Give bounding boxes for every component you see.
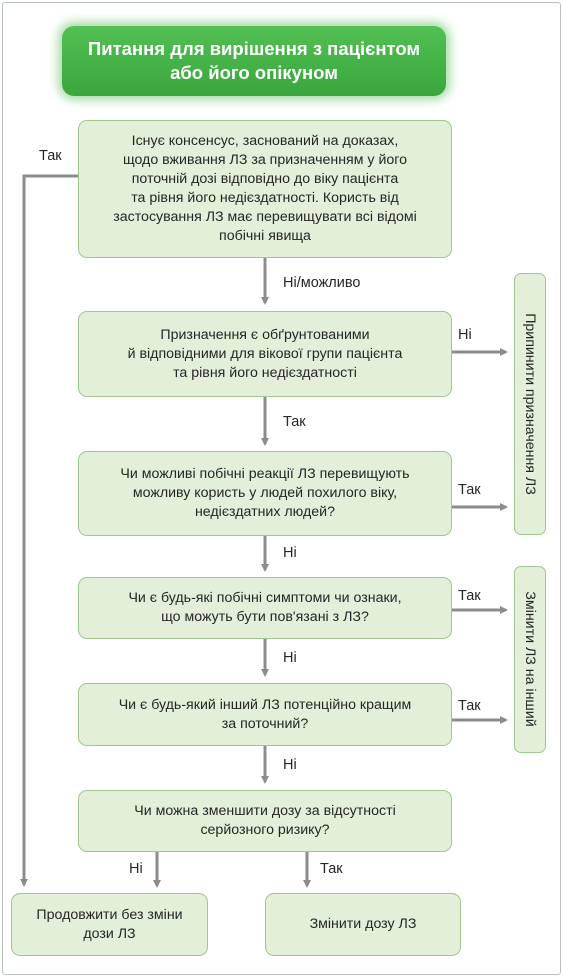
diagram-title [62, 26, 446, 96]
box-better-drug-text: Чи є будь-який інший ЛЗ потенційно кращим за поточний? [118, 696, 412, 732]
arrow-q1-yes [24, 176, 78, 885]
box-change-dose [265, 893, 461, 956]
box-stop-prescription [514, 273, 546, 535]
label-q4-no: Ні [283, 650, 297, 666]
box-reduce-dose [78, 790, 452, 852]
label-q5-yes: Так [458, 698, 481, 714]
box-change-drug [514, 566, 546, 753]
box-adverse-vs-benefit [78, 451, 452, 536]
box-side-symptoms [78, 577, 452, 639]
box-better-drug [78, 683, 452, 746]
box-evidence-consensus-text: Існує консенсус, заснований на доказах, щодо вживання ЛЗ за призначенням у його поточній дозі відповідно до віку пацієнта та рівня його недієздатності. Користь від застосування ЛЗ має перевищувати всі відомі побічні явища [113, 133, 417, 244]
label-q1-no-maybe: Ні/можливо [283, 275, 361, 291]
label-q6-yes: Так [320, 861, 343, 877]
box-side-symptoms-text: Чи є будь-які побічні симптоми чи ознаки, що можуть бути пов'язані з ЛЗ? [128, 590, 402, 625]
label-q1-yes: Так [39, 148, 62, 164]
box-continue-same-dose [11, 893, 208, 956]
title-text: Питання для вирішення з пацієнтом або його опікуном [87, 38, 421, 83]
box-stop-prescription-text: Припинити призначення ЛЗ [522, 313, 538, 495]
label-q2-no: Ні [458, 327, 472, 343]
label-q6-no: Ні [129, 861, 143, 877]
box-prescription-justified [78, 311, 452, 397]
box-prescription-justified-text: Призначення є обґрунтованими й відповідними для вікової групи пацієнта та рівня його недієздатності [127, 326, 403, 381]
label-q3-no: Ні [283, 545, 297, 561]
label-q4-yes: Так [458, 588, 481, 604]
box-reduce-dose-text: Чи можна зменшити дозу за відсутності серйозного ризику? [134, 803, 396, 838]
box-change-drug-text: Змінити ЛЗ на інший [522, 591, 538, 727]
label-q2-yes: Так [283, 414, 306, 430]
box-evidence-consensus [78, 120, 452, 258]
label-q5-no: Ні [283, 757, 297, 773]
box-adverse-vs-benefit-text: Чи можливі побічні реакції ЛЗ перевищують можливу користь у людей похилого віку, недієздатних людей? [120, 466, 410, 520]
box-change-dose-text: Змінити дозу ЛЗ [309, 916, 417, 932]
label-q3-yes: Так [458, 482, 481, 498]
box-continue-same-dose-text: Продовжити без зміни дози ЛЗ [36, 906, 183, 942]
